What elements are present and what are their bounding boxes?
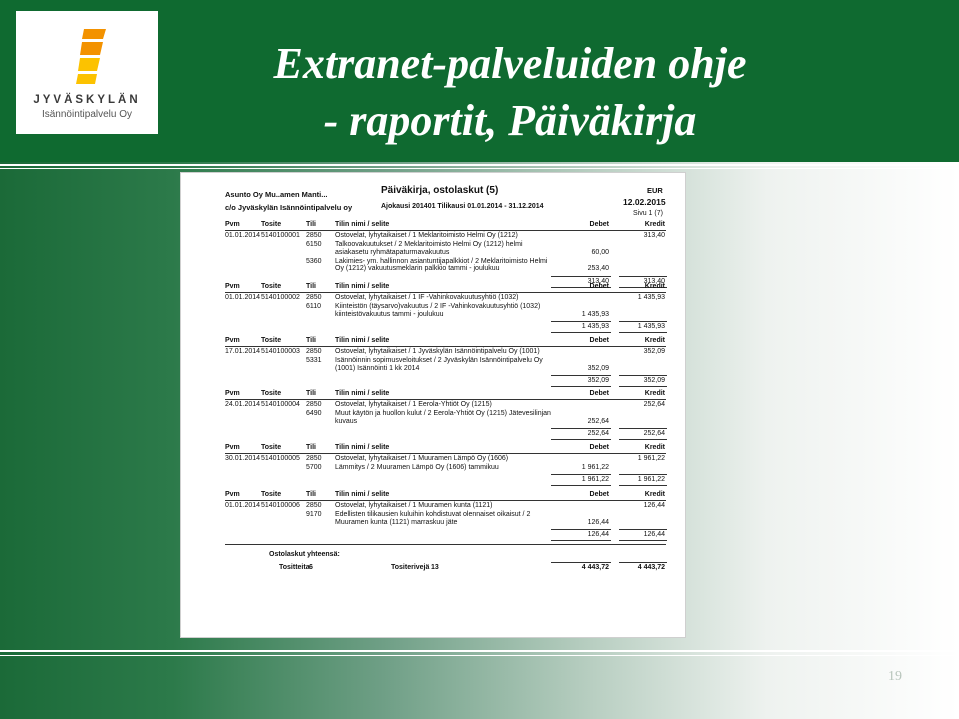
account-number: 6150	[306, 241, 322, 249]
col-header-tilin-nimi: Tilin nimi / selite	[335, 221, 390, 228]
total-rule	[551, 529, 611, 530]
account-description: Isännöinnin sopimusveloitukset / 2 Jyväskylän Isännöintipalvelu Oy	[335, 357, 543, 365]
header-rule	[225, 453, 666, 454]
debet-amount: 352,09	[587, 364, 609, 372]
col-header-kredit: Kredit	[644, 491, 665, 498]
report-period: Ajokausi 201401 Tilikausi 01.01.2014 - 31.12.2014	[381, 203, 544, 210]
account-description: Ostovelat, lyhytaikaiset / 1 IF -Vahinkovakuutusyhtiö (1032)	[335, 294, 519, 301]
company-logo	[16, 11, 158, 134]
col-header-tilin-nimi: Tilin nimi / selite	[335, 444, 390, 451]
summary-total-rule	[551, 562, 611, 563]
col-header-tosite: Tosite	[261, 337, 282, 344]
voucher-total-debet: 313,40	[587, 277, 609, 285]
page-number: 19	[888, 669, 902, 684]
total-rule	[619, 540, 667, 541]
col-header-tili: Tili	[306, 444, 316, 451]
total-rule	[619, 332, 667, 333]
debet-amount: 252,64	[587, 417, 609, 425]
total-rule	[551, 375, 611, 376]
total-rule	[551, 321, 611, 322]
total-rule	[551, 276, 611, 277]
total-rule	[551, 485, 611, 486]
header-divider-thin	[0, 168, 959, 169]
col-header-kredit: Kredit	[644, 337, 665, 344]
summary-tositerivet-label: Tositerivejä	[391, 564, 430, 571]
debet-amount: 126,44	[587, 518, 609, 526]
voucher-number: 5140100004	[261, 401, 300, 408]
total-rule	[619, 276, 667, 277]
voucher-total-kredit: 252,64	[643, 429, 665, 437]
voucher-total-kredit: 126,44	[643, 530, 665, 538]
header-rule	[225, 500, 666, 501]
account-description: Lakimies- ym. hallinnon asiantuntijapalkkiot / 2 Meklaritoimisto Helmi	[335, 257, 548, 265]
account-number: 9170	[306, 511, 322, 519]
header-rule	[225, 399, 666, 400]
account-number: 5331	[306, 357, 322, 365]
report-document	[180, 172, 686, 638]
voucher-number: 5140100006	[261, 502, 300, 509]
total-rule	[551, 386, 611, 387]
slide-title-line1: Extranet-palveluiden ohje	[273, 39, 747, 88]
header-rule	[225, 230, 666, 231]
voucher-total-kredit: 1 961,22	[637, 476, 665, 484]
voucher-total-debet: 126,44	[587, 530, 609, 538]
voucher-date: 24.01.2014	[225, 401, 261, 408]
header-rule	[225, 346, 666, 347]
col-header-tilin-nimi: Tilin nimi / selite	[335, 283, 390, 290]
report-company-co: c/o Jyväskylän Isännöintipalvelu oy	[225, 203, 353, 212]
kredit-amount: 252,64	[643, 401, 665, 408]
col-header-kredit: Kredit	[644, 221, 665, 228]
account-description: Ostovelat, lyhytaikaiset / 1 Eerola-Yhtiöt Oy (1215)	[335, 401, 492, 408]
voucher-total-debet: 1 435,93	[581, 322, 609, 330]
account-number: 5360	[306, 257, 322, 265]
voucher-total-debet: 1 961,22	[581, 476, 609, 484]
account-number: 2850	[306, 502, 322, 509]
header-divider	[0, 164, 959, 166]
col-header-debet: Debet	[589, 444, 609, 451]
total-rule	[551, 332, 611, 333]
report-page: Sivu 1 (7)	[633, 210, 663, 217]
account-description: asiakasetu ryhmätapaturmavakuutus	[335, 248, 450, 256]
account-description: Ostovelat, lyhytaikaiset / 1 Muuramen Lämpö Oy (1606)	[335, 455, 509, 462]
account-description: Kiinteistön (täysarvo)vakuutus / 2 IF -Vahinkovakuutusyhtiö (1032)	[335, 303, 541, 311]
kredit-amount: 313,40	[643, 232, 665, 239]
logo-flame-icon	[76, 29, 106, 84]
account-number: 2850	[306, 401, 322, 408]
voucher-number: 5140100005	[261, 455, 300, 462]
total-rule	[551, 474, 611, 475]
col-header-pvm: Pvm	[225, 337, 240, 344]
account-description: Oy (1212) vakuutusmeklarin palkkio tammi - joulukuu	[335, 265, 500, 273]
account-number: 2850	[306, 232, 322, 239]
voucher-date: 01.01.2014	[225, 294, 261, 301]
col-header-pvm: Pvm	[225, 283, 240, 290]
voucher-total-kredit: 352,09	[643, 376, 665, 384]
report-title: Päiväkirja, ostolaskut (5)	[381, 185, 499, 196]
col-header-tosite: Tosite	[261, 444, 282, 451]
col-header-tili: Tili	[306, 491, 316, 498]
total-rule	[619, 485, 667, 486]
footer-divider-thin	[0, 655, 959, 656]
col-header-tilin-nimi: Tilin nimi / selite	[335, 390, 390, 397]
account-number: 5700	[306, 464, 322, 472]
voucher-date: 30.01.2014	[225, 455, 261, 462]
col-header-kredit: Kredit	[644, 444, 665, 451]
col-header-pvm: Pvm	[225, 491, 240, 498]
col-header-pvm: Pvm	[225, 221, 240, 228]
col-header-pvm: Pvm	[225, 390, 240, 397]
summary-tositteita-value: 6	[309, 564, 313, 571]
summary-total-rule	[619, 562, 667, 563]
col-header-tili: Tili	[306, 390, 316, 397]
total-rule	[619, 428, 667, 429]
total-rule	[551, 439, 611, 440]
col-header-debet: Debet	[589, 390, 609, 397]
account-description: (1001) Isännöinti 1 kk 2014	[335, 364, 420, 372]
voucher-date: 01.01.2014	[225, 502, 261, 509]
col-header-debet: Debet	[589, 221, 609, 228]
summary-label: Ostolaskut yhteensä:	[269, 551, 340, 558]
voucher-total-debet: 352,09	[587, 376, 609, 384]
total-rule	[619, 529, 667, 530]
summary-rule	[225, 544, 666, 545]
account-description: Muut käytön ja huollon kulut / 2 Eerola-Yhtiöt Oy (1215) Jätevesilinjan	[335, 410, 551, 418]
summary-total-kredit: 4 443,72	[637, 564, 665, 571]
col-header-debet: Debet	[589, 491, 609, 498]
account-number: 6490	[306, 410, 322, 418]
account-number: 2850	[306, 294, 322, 301]
kredit-amount: 126,44	[643, 502, 665, 509]
account-description: Ostovelat, lyhytaikaiset / 1 Jyväskylän Isännöintipalvelu Oy (1001)	[335, 348, 540, 355]
voucher-date: 17.01.2014	[225, 348, 261, 355]
logo-subtitle: Isännöintipalvelu Oy	[41, 109, 133, 120]
col-header-tili: Tili	[306, 337, 316, 344]
logo-name: JYVÄSKYLÄN	[33, 94, 141, 106]
debet-amount: 60,00	[591, 248, 609, 256]
col-header-kredit: Kredit	[644, 283, 665, 290]
total-rule	[619, 321, 667, 322]
footer-divider	[0, 650, 959, 652]
account-number: 2850	[306, 455, 322, 462]
summary-tositteita-label: Tositteita	[279, 564, 310, 571]
col-header-tili: Tili	[306, 283, 316, 290]
col-header-debet: Debet	[589, 283, 609, 290]
voucher-total-debet: 252,64	[587, 429, 609, 437]
account-description: Muuramen kunta (1121) marraskuu jäte	[335, 518, 458, 526]
col-header-kredit: Kredit	[644, 390, 665, 397]
summary-total-debet: 4 443,72	[581, 564, 609, 571]
account-description: kiinteistövakuutus tammi - joulukuu	[335, 310, 444, 318]
account-description: Edellisten tilikausien kuluihin kohdistuvat olennaiset oikaisut / 2	[335, 511, 531, 519]
account-number: 2850	[306, 348, 322, 355]
report-currency: EUR	[647, 186, 663, 195]
debet-amount: 253,40	[587, 265, 609, 273]
kredit-amount: 352,09	[643, 348, 665, 355]
account-description: kuvaus	[335, 417, 358, 425]
total-rule	[619, 386, 667, 387]
voucher-number: 5140100001	[261, 232, 300, 239]
total-rule	[551, 428, 611, 429]
debet-amount: 1 435,93	[581, 310, 609, 318]
col-header-tosite: Tosite	[261, 221, 282, 228]
kredit-amount: 1 435,93	[637, 294, 665, 301]
voucher-number: 5140100002	[261, 294, 300, 301]
total-rule	[619, 375, 667, 376]
col-header-tili: Tili	[306, 221, 316, 228]
col-header-tilin-nimi: Tilin nimi / selite	[335, 337, 390, 344]
debet-amount: 1 961,22	[581, 464, 609, 472]
col-header-pvm: Pvm	[225, 444, 240, 451]
report-date: 12.02.2015	[623, 197, 666, 207]
col-header-tosite: Tosite	[261, 491, 282, 498]
total-rule	[619, 474, 667, 475]
account-description: Lämmitys / 2 Muuramen Lämpö Oy (1606) tammikuu	[335, 464, 499, 472]
kredit-amount: 1 961,22	[637, 455, 665, 462]
slide-title-line2: - raportit, Päiväkirja	[323, 96, 697, 145]
report-company: Asunto Oy Mu..amen Manti...	[225, 190, 328, 199]
voucher-total-kredit: 1 435,93	[637, 322, 665, 330]
col-header-tosite: Tosite	[261, 283, 282, 290]
voucher-total-kredit: 313,40	[643, 277, 665, 285]
account-description: Talkoovakuutukset / 2 Meklaritoimisto Helmi Oy (1212) helmi	[335, 241, 523, 249]
header-rule	[225, 292, 666, 293]
account-description: Ostovelat, lyhytaikaiset / 1 Meklaritoimisto Helmi Oy (1212)	[335, 232, 518, 239]
account-number: 6110	[306, 303, 322, 311]
col-header-debet: Debet	[589, 337, 609, 344]
total-rule	[619, 439, 667, 440]
voucher-date: 01.01.2014	[225, 232, 261, 239]
col-header-tilin-nimi: Tilin nimi / selite	[335, 491, 390, 498]
col-header-tosite: Tosite	[261, 390, 282, 397]
voucher-number: 5140100003	[261, 348, 300, 355]
account-description: Ostovelat, lyhytaikaiset / 1 Muuramen kunta (1121)	[335, 502, 493, 509]
summary-tositerivet-value: 13	[431, 564, 439, 571]
total-rule	[551, 540, 611, 541]
